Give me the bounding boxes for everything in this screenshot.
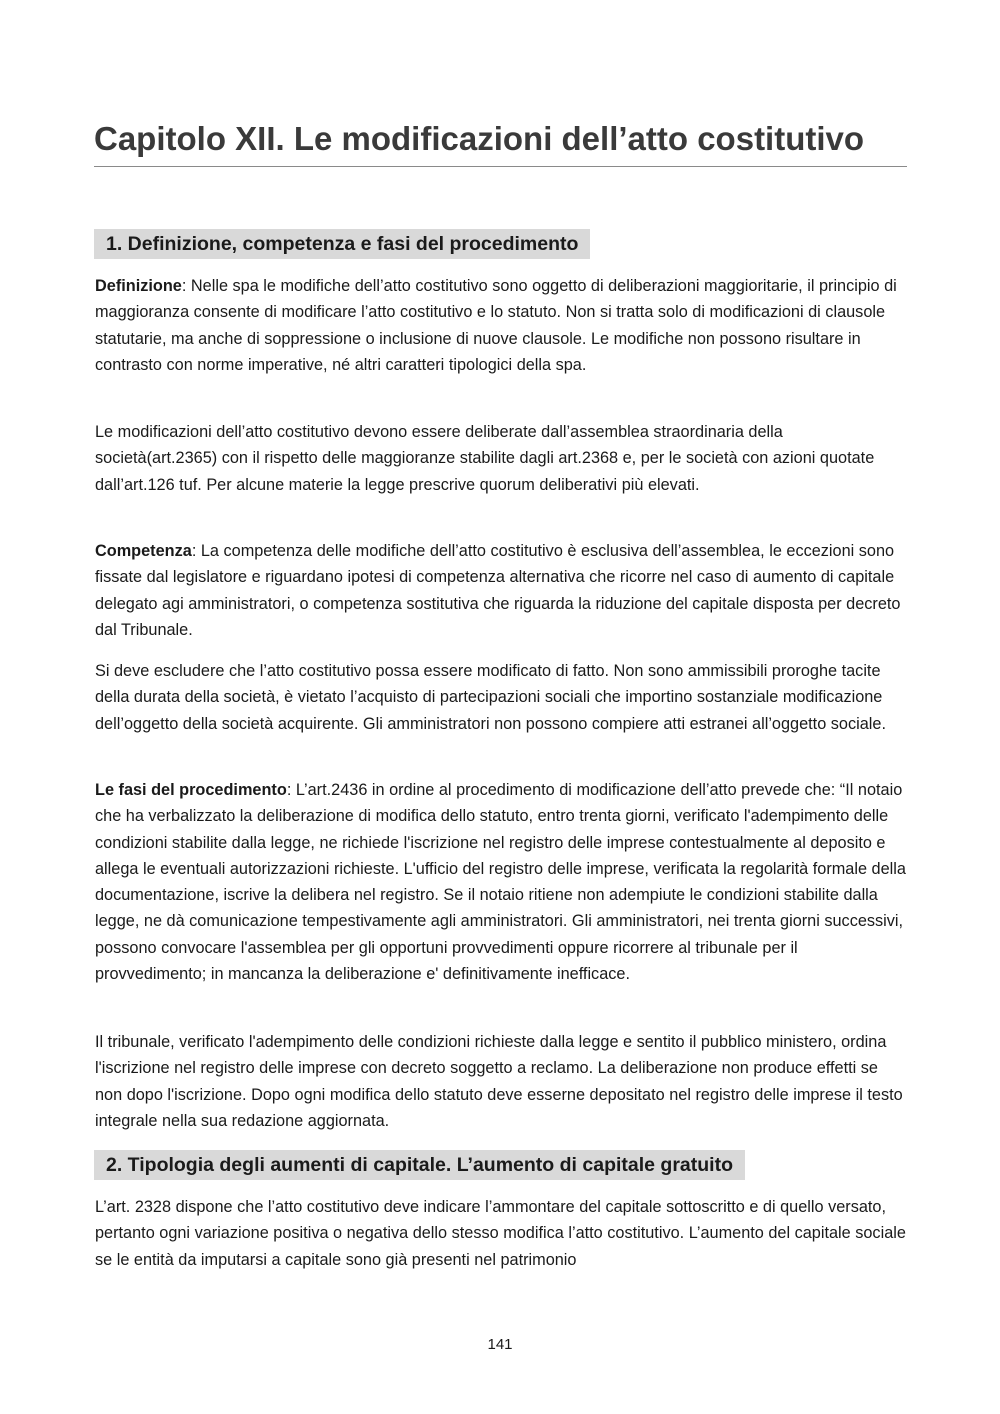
page-number: 141: [487, 1336, 513, 1353]
paragraph-tribunale: [95, 1029, 907, 1134]
paragraph-lead: Competenza: [95, 542, 192, 560]
paragraph-fasi-procedimento: [95, 777, 907, 987]
paragraph-text: Il tribunale, verificato l'adempimento delle condizioni richieste dalla legge e sentito il pubblico ministero, ordina l'iscrizione nel registro delle imprese con decreto soggetto a reclamo. La deliberazione non produce effetti se non dopo l'iscrizione. Dopo ogni modifica dello statuto deve esserne depositato nel registro delle imprese il testo integrale nella sua redazione aggiornata.: [95, 1033, 903, 1130]
chapter-title: Capitolo XII. Le modificazioni dell’atto costitutivo: [94, 120, 907, 167]
paragraph-text: L’art. 2328 dispone che l’atto costitutivo deve indicare l’ammontare del capitale sottoscritto e di quello versato, pertanto ogni variazione positiva o negativa dello stesso modifica l’atto costitutivo. L’aumento del capitale sociale se le entità da imputarsi a capitale sono già presenti nel patrimonio: [95, 1198, 906, 1269]
paragraph-text: : La competenza delle modifiche dell’atto costitutivo è esclusiva dell’assemblea, le eccezioni sono fissate dal legislatore e riguardano ipotesi di competenza alternativa che ricorre nel caso di aumento di capitale delegato agi amministratori, o competenza sostitutiva che riguarda la riduzione del capitale disposta per decreto dal Tribunale.: [95, 542, 901, 639]
paragraph-competenza: [95, 538, 907, 643]
paragraph-modifica-di-fatto: [95, 658, 907, 737]
paragraph-definizione: [95, 273, 907, 378]
section-heading-2: 2. Tipologia degli aumenti di capitale. L’aumento di capitale gratuito: [94, 1150, 745, 1180]
paragraph-lead: Le fasi del procedimento: [95, 781, 287, 799]
section-heading-1: 1. Definizione, competenza e fasi del procedimento: [94, 229, 590, 259]
paragraph-text: : Nelle spa le modifiche dell’atto costitutivo sono oggetto di deliberazioni maggioritarie, il principio di maggioranza consente di modificare l’atto costitutivo e lo statuto. Non si tratta solo di modificazioni di clausole statutarie, ma anche di soppressione o inclusione di nuove clausole. Le modifiche non possono risultare in contrasto con norme imperative, né altri caratteri tipologici della spa.: [95, 277, 897, 374]
paragraph-text: : L’art.2436 in ordine al procedimento di modificazione dell’atto prevede che: “Il notaio che ha verbalizzato la deliberazione di modifica dello statuto, entro trenta giorni, verificato l'adempimento delle condizioni stabilite dalla legge, ne richiede l'iscrizione nel registro delle imprese contestualmente al deposito e allega le eventuali autorizzazioni richieste. L'ufficio del registro delle imprese, verificata la regolarità formale della documentazione, iscrive la delibera nel registro. Se il notaio ritiene non adempiute le condizioni stabilite dalla legge, ne dà comunicazione tempestivamente agli amministratori. Gli amministratori, nei trenta giorni successivi, possono convocare l'assemblea per gli opportuni provvedimenti oppure ricorrere al tribunale per il provvedimento; in mancanza la deliberazione e' definitivamente inefficace.: [95, 781, 906, 984]
paragraph-lead: Definizione: [95, 277, 182, 295]
paragraph-text: Si deve escludere che l’atto costitutivo possa essere modificato di fatto. Non sono ammissibili proroghe tacite della durata della società, è vietato l’acquisto di partecipazioni sociali che importino sostanziale modificazione dell’oggetto della società acquirente. Gli amministratori non possono compiere atti estranei all’oggetto sociale.: [95, 662, 886, 733]
paragraph-aumento-capitale: [95, 1194, 907, 1273]
paragraph-text: Le modificazioni dell’atto costitutivo devono essere deliberate dall’assemblea straordinaria della società(art.2365) con il rispetto delle maggioranze stabilite dagli art.2368 e, per le società con azioni quotate dall’art.126 tuf. Per alcune materie la legge prescrive quorum deliberativi più elevati.: [95, 423, 875, 494]
paragraph-assemblea: [95, 419, 907, 498]
